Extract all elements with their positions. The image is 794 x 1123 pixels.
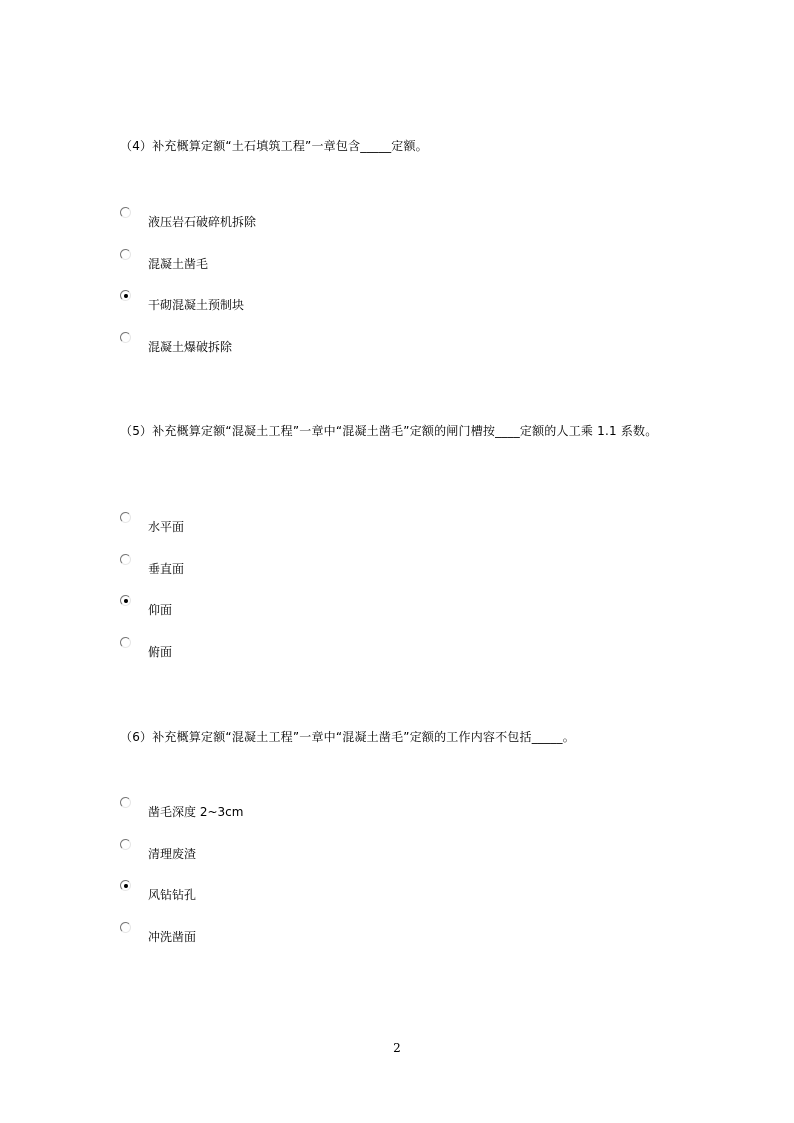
radio-button-selected[interactable] bbox=[120, 595, 131, 606]
question-4-option-2[interactable] bbox=[120, 254, 520, 274]
question-6-option-3[interactable] bbox=[120, 885, 520, 905]
radio-button[interactable] bbox=[120, 554, 131, 565]
question-6-option-2[interactable] bbox=[120, 844, 520, 864]
radio-button[interactable] bbox=[120, 797, 131, 808]
radio-button-selected[interactable] bbox=[120, 880, 131, 891]
option-label: 水平面 bbox=[148, 520, 185, 534]
question-4-option-4[interactable] bbox=[120, 337, 520, 357]
page-number: 2 bbox=[393, 1041, 401, 1055]
radio-button[interactable] bbox=[120, 249, 131, 260]
question-5-option-2[interactable] bbox=[120, 559, 520, 579]
option-label: 干砌混凝土预制块 bbox=[148, 298, 245, 312]
question-5-option-3[interactable] bbox=[120, 600, 520, 620]
radio-button-selected[interactable] bbox=[120, 290, 131, 301]
option-label: 混凝土爆破拆除 bbox=[148, 340, 233, 354]
option-label: 俯面 bbox=[148, 645, 173, 659]
option-label: 仰面 bbox=[148, 603, 173, 617]
question-5-option-4[interactable] bbox=[120, 642, 520, 662]
radio-button[interactable] bbox=[120, 839, 131, 850]
question-6-option-4[interactable] bbox=[120, 927, 520, 947]
option-label: 清理废渣 bbox=[148, 847, 197, 861]
question-4-text: （4）补充概算定额“土石填筑工程”一章包含_____定额。 bbox=[120, 139, 428, 153]
question-5-text: （5）补充概算定额“混凝土工程”一章中“混凝土凿毛”定额的闸门槽按____定额的人工乘 1.1 系数。 bbox=[120, 424, 658, 438]
question-6-text: （6）补充概算定额“混凝土工程”一章中“混凝土凿毛”定额的工作内容不包括_____。 bbox=[120, 730, 575, 744]
radio-button[interactable] bbox=[120, 512, 131, 523]
option-label: 液压岩石破碎机拆除 bbox=[148, 215, 257, 229]
option-label: 垂直面 bbox=[148, 562, 185, 576]
radio-button[interactable] bbox=[120, 637, 131, 648]
question-4-option-1[interactable] bbox=[120, 212, 520, 232]
question-5-option-1[interactable] bbox=[120, 517, 520, 537]
radio-button[interactable] bbox=[120, 922, 131, 933]
question-6-option-1[interactable] bbox=[120, 802, 520, 822]
radio-button[interactable] bbox=[120, 332, 131, 343]
option-label: 风钻钻孔 bbox=[148, 888, 197, 902]
question-4-option-3[interactable] bbox=[120, 295, 520, 315]
radio-button[interactable] bbox=[120, 207, 131, 218]
option-label: 冲洗凿面 bbox=[148, 930, 197, 944]
option-label: 凿毛深度 2~3cm bbox=[148, 805, 244, 819]
option-label: 混凝土凿毛 bbox=[148, 257, 209, 271]
